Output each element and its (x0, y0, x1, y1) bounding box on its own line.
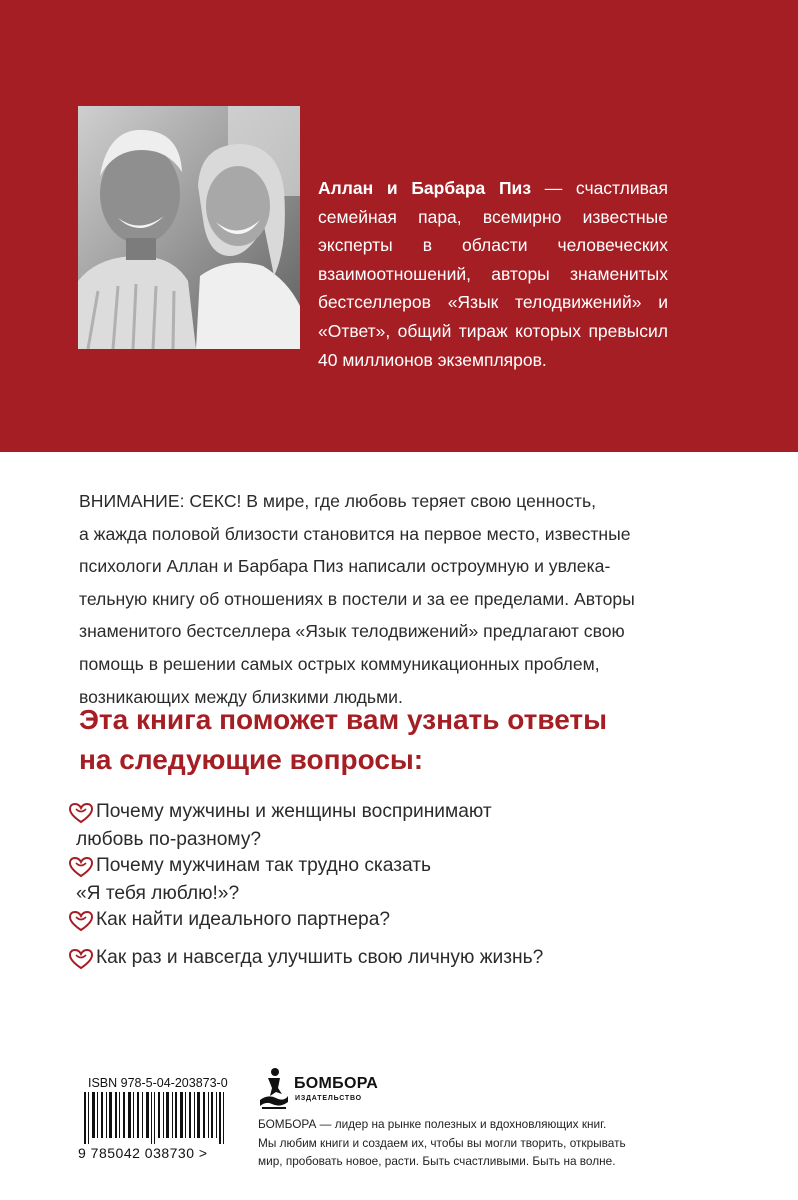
author-photo-illustration (78, 106, 300, 349)
bio-line: бестселлеров «Язык телодвижений» (318, 292, 642, 313)
question-item (68, 944, 728, 972)
heart-bullet-icon (68, 910, 94, 932)
description-line: помощь в решении самых острых коммуникационных проблем, (79, 653, 600, 674)
wave-rider-logo-icon (258, 1066, 290, 1110)
publisher-name: БОМБОРА (294, 1075, 379, 1092)
question-item (68, 906, 728, 934)
red-author-band (0, 0, 798, 452)
question-line: Как раз и навсегда улучшить свою личную жизнь? (96, 947, 544, 968)
publisher-blurb (258, 1115, 638, 1171)
question-line: Как найти идеального партнера? (96, 909, 391, 930)
question-item (68, 798, 728, 854)
author-names: Аллан и Барбара Пиз (318, 178, 532, 198)
description-line: тельную книгу об отношениях в постели и за ее пределами. Авторы (79, 588, 635, 609)
description-line: а жажда половой близости становится на первое место, известные (79, 523, 631, 544)
description-line: психологи Аллан и Барбара Пиз написали остроумную и увлека- (79, 556, 611, 577)
barcode-bars (82, 1092, 232, 1144)
heart-bullet-icon (68, 856, 94, 878)
question-line: любовь по-разному? (76, 829, 262, 850)
question-item (68, 852, 728, 908)
publisher-logo (258, 1066, 398, 1112)
question-line: «Я тебя люблю!»? (76, 883, 240, 904)
description-line: знаменитого бестселлера «Язык телодвижений» предлагают свою (79, 621, 625, 642)
authors-bio (318, 174, 668, 374)
author-photo (78, 106, 300, 349)
question-line: Почему мужчины и женщины воспринимают (96, 801, 492, 822)
bio-line: — счастливая (531, 178, 668, 198)
publisher-line: мир, пробовать новое, расти. Быть счастливыми. Быть на волне. (258, 1154, 616, 1168)
heading-line: Эта книга поможет вам узнать ответы (79, 704, 608, 735)
publisher-subtitle: ИЗДАТЕЛЬСТВО (295, 1095, 362, 1102)
question-line: Почему мужчинам так трудно сказать (96, 855, 432, 876)
bio-line: эксперты в области человеческих (318, 235, 668, 256)
isbn-text: ISBN 978-5-04-203873-0 (88, 1076, 228, 1090)
heading-line: на следующие вопросы: (79, 744, 424, 775)
publisher-line: БОМБОРА — лидер на рынке полезных и вдохновляющих книг. (258, 1117, 607, 1131)
questions-heading (79, 700, 719, 780)
description-line: ВНИМАНИЕ: СЕКС! В мире, где любовь теряет свою ценность, (79, 491, 597, 511)
bio-line: и «Ответ», общий тираж которых (318, 292, 668, 341)
isbn-barcode (78, 1068, 260, 1168)
bio-line: взаимоотношений, авторы знаменитых (318, 263, 668, 284)
heart-bullet-icon (68, 802, 94, 824)
description-line: возникающих между близкими людьми. (79, 686, 403, 707)
heart-bullet-icon (68, 948, 94, 970)
barcode-number: 9 785042 038730 > (78, 1145, 208, 1161)
bio-line: семейная пара, всемирно известные (318, 206, 668, 227)
publisher-line: Мы любим книги и создаем их, чтобы вы могли творить, открывать (258, 1135, 626, 1150)
book-description (79, 485, 719, 713)
bio-line: превысил 40 миллионов экземпляров. (318, 320, 668, 370)
